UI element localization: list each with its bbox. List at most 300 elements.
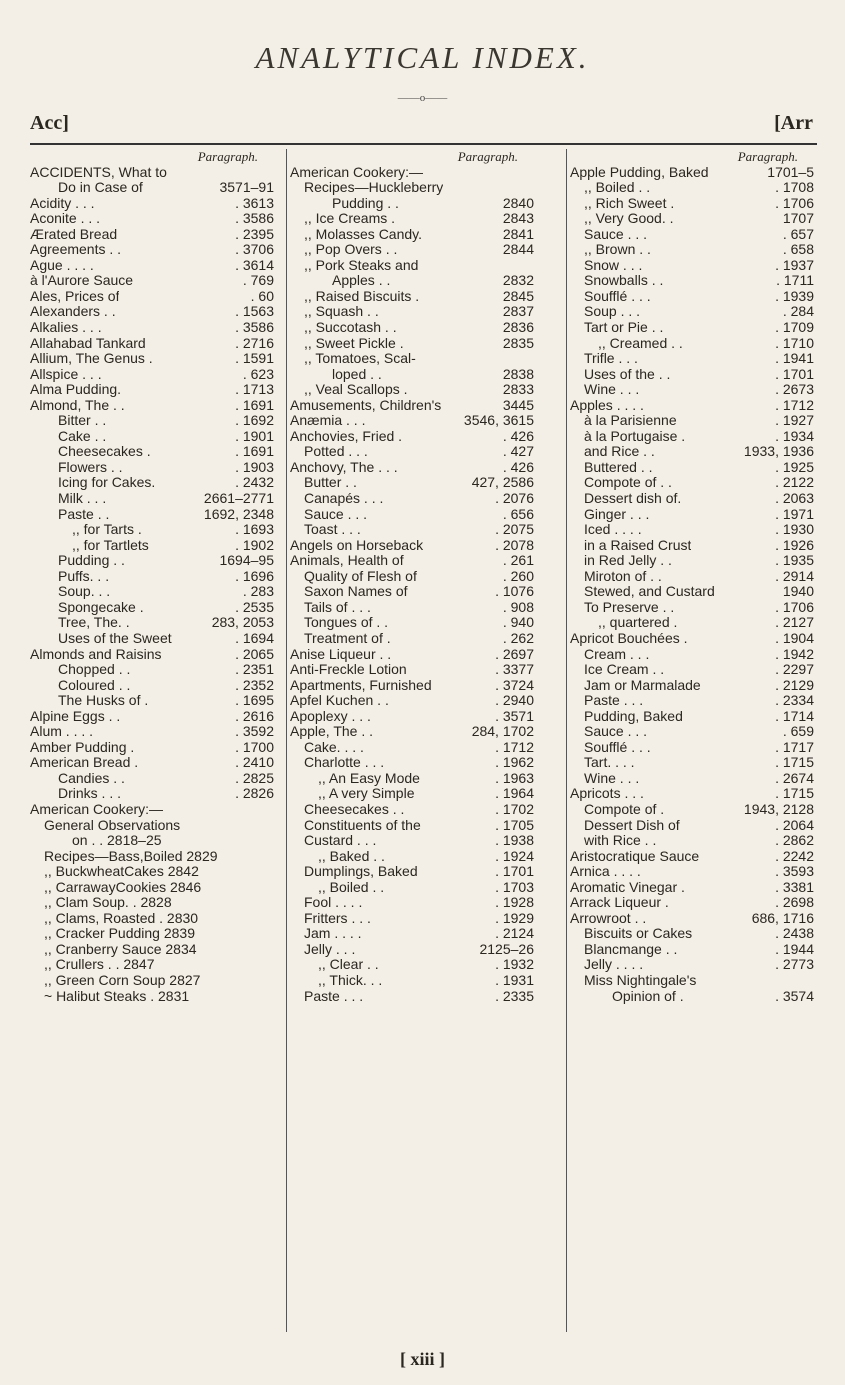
index-entry [30,724,280,740]
entry-paragraph-number: . 1710 [775,334,814,351]
index-entry [570,522,820,538]
entry-paragraph-number: . 1703 [495,878,534,895]
entry-term: Apricot Bouchées . [570,630,688,646]
entry-term: Paste . . . [584,693,644,709]
entry-paragraph-number [274,880,280,896]
entry-term: and Rice . . [584,444,655,460]
index-entry [570,584,820,600]
index-entry [290,475,540,491]
index-entry [30,196,280,212]
index-entry [570,211,820,227]
entry-paragraph-number: 2843 [502,210,534,227]
index-entry [570,600,820,616]
entry-paragraph-number: . 659 [782,723,814,740]
entry-term: Snowballs . . [584,273,664,289]
entry-term: Blancmange . . [584,941,678,957]
entry-term: ,, Baked . . [318,848,385,864]
entry-paragraph-number: . 260 [502,567,534,584]
entry-paragraph-number: . 2535 [235,598,274,615]
index-entry [290,553,540,569]
entry-paragraph-number: . 1705 [495,816,534,833]
index-entry [30,957,280,973]
entry-paragraph-number: . 2334 [775,692,814,709]
entry-term: Jelly . . . [304,941,356,957]
entry-term: Paste . . [58,506,110,522]
entry-term: Allspice . . . [30,366,102,382]
index-entry [290,584,540,600]
entry-term: Jam or Marmalade [584,677,701,693]
entry-paragraph-number: . 3586 [235,210,274,227]
index-entry [30,895,280,911]
index-entry [290,304,540,320]
entry-term: loped . . [332,366,382,382]
entry-paragraph-number: . 1702 [495,800,534,817]
entry-paragraph-number: 1692, 2348 [203,505,274,522]
paragraph-label: Paragraph. [197,149,258,164]
index-entry [290,398,540,414]
index-entry [570,273,820,289]
entry-paragraph-number: 3571–91 [219,179,274,196]
entry-term: Alum . . . . [30,724,94,740]
entry-term: ,, for Tartlets [72,537,149,553]
entry-term: Compote of . [584,801,665,817]
index-entry [30,849,280,865]
entry-paragraph-number: . 2351 [235,661,274,678]
entry-paragraph-number: . 2697 [495,645,534,662]
index-entry [290,460,540,476]
index-entry [290,926,540,942]
entry-paragraph-number: . 2432 [235,474,274,491]
entry-term: Biscuits or Cakes [584,926,693,942]
index-entry [30,413,280,429]
index-entry [570,196,820,212]
entry-paragraph-number [274,989,280,1005]
index-entry [570,367,820,383]
paragraph-label: Paragraph. [457,149,518,164]
entry-paragraph-number: . 1930 [775,521,814,538]
entry-paragraph-number [274,864,280,880]
page-title: ANALYTICAL INDEX. [255,40,590,75]
entry-term: Tart. . . . [584,755,635,771]
entry-paragraph-number: . 1701 [775,365,814,382]
entry-paragraph-number: . 426 [502,458,534,475]
entry-term: Milk . . . [58,491,107,507]
entry-term: à la Portugaise . [584,428,686,444]
entry-term: Quality of Flesh of [304,568,417,584]
index-entry [30,973,280,989]
entry-term: Butter . . [304,475,357,491]
entry-paragraph-number [274,911,280,927]
entry-paragraph-number: . 1929 [495,909,534,926]
entry-paragraph-number: 3546, 3615 [463,412,534,429]
index-entry [290,724,540,740]
entry-paragraph-number [534,180,540,196]
entry-term: Cheesecakes . . [304,801,405,817]
entry-paragraph-number: . 1712 [775,396,814,413]
entry-term: Aristocratique Sauce [570,848,700,864]
index-entry [30,553,280,569]
entry-paragraph-number: . 1717 [775,738,814,755]
entry-paragraph-number: . 3586 [235,319,274,336]
index-entry [570,413,820,429]
entry-paragraph-number: . 2076 [495,490,534,507]
entry-paragraph-number: . 657 [782,225,814,242]
index-entry [570,429,820,445]
entry-paragraph-number: . 940 [502,614,534,631]
index-entry [290,802,540,818]
entry-term: in Red Jelly . . [584,553,672,569]
entry-paragraph-number: . 1941 [775,350,814,367]
entry-paragraph-number: . 261 [502,552,534,569]
entry-paragraph-number: 2836 [502,319,534,336]
entry-paragraph-number: . 1076 [495,583,534,600]
index-entry [290,242,540,258]
index-entry [290,880,540,896]
entry-term: Anise Liqueur . . [290,646,392,662]
entry-term: ,, Cranberry Sauce 2834 [44,941,197,957]
entry-paragraph-number: . 2064 [775,816,814,833]
index-entry [570,165,820,181]
index-entry [570,662,820,678]
entry-paragraph-number: . 1932 [495,956,534,973]
entry-term: ,, Tomatoes, Scal- [304,351,416,367]
entry-paragraph-number: . 3706 [235,241,274,258]
index-entry [30,507,280,523]
entry-term: Miss Nightingale's [584,972,697,988]
index-entry [30,942,280,958]
entry-term: Tails of . . . [304,599,371,615]
index-entry [30,538,280,554]
entry-term: Snow . . . [584,257,643,273]
entry-term: Candies . . [58,770,125,786]
entry-term: ,, Sweet Pickle . [304,335,404,351]
entry-term: ,, Succotash . . [304,320,397,336]
entry-paragraph-number: 1707 [782,210,814,227]
entry-term: with Rice . . [584,833,657,849]
entry-paragraph-number: . 2335 [495,987,534,1004]
index-entry [30,336,280,352]
entry-term: ,, An Easy Mode [318,770,420,786]
index-entry [30,491,280,507]
entry-term: Treatment of . [304,630,391,646]
entry-paragraph-number: . 1938 [495,832,534,849]
entry-paragraph-number: . 3574 [775,987,814,1004]
entry-paragraph-number [274,833,280,849]
index-entry [30,522,280,538]
entry-paragraph-number: . 908 [502,598,534,615]
index-entry [290,320,540,336]
entry-paragraph-number [274,165,280,181]
entry-paragraph-number [274,895,280,911]
running-header-right: [Arr [774,112,813,134]
entry-term: Buttered . . [584,459,653,475]
index-entry [30,351,280,367]
entry-paragraph-number: . 1902 [235,536,274,553]
entry-term: To Preserve . . [584,599,675,615]
index-entry [570,647,820,663]
entry-term: ,, Rich Sweet . [584,195,675,211]
entry-paragraph-number [274,818,280,834]
index-entry [290,957,540,973]
index-entry [570,771,820,787]
entry-term: Sauce . . . [304,506,368,522]
entry-term: Potted . . . [304,444,368,460]
index-entry [570,242,820,258]
entry-term: à l'Aurore Sauce [30,273,134,289]
entry-term: Opinion of . [612,988,684,1004]
entry-paragraph-number: . 1691 [235,396,274,413]
entry-term: ,, Clear . . [318,957,379,973]
entry-term: Cheesecakes . [58,444,151,460]
index-entry [30,429,280,445]
entry-term: ,, Clam Soup. . 2828 [44,895,172,911]
entry-paragraph-number: 427, 2586 [471,474,534,491]
entry-paragraph-number: . 1903 [235,458,274,475]
index-entry [290,227,540,243]
index-entry [30,304,280,320]
entry-paragraph-number: 2833 [502,381,534,398]
entry-term: Arrowroot . . [570,910,647,926]
index-entry [30,584,280,600]
index-entry [290,273,540,289]
index-entry [570,180,820,196]
entry-term: on . . 2818–25 [72,833,162,849]
entry-term: American Cookery:— [290,164,424,180]
index-entry [570,538,820,554]
entry-paragraph-number: 1701–5 [767,163,814,180]
entry-term: Animals, Health of [290,553,404,569]
index-entry [570,615,820,631]
entry-paragraph-number: . 3593 [775,863,814,880]
entry-paragraph-number: . 1692 [235,412,274,429]
entry-term: ,, CarrawayCookies 2846 [44,879,202,895]
entry-paragraph-number: . 1927 [775,412,814,429]
entry-paragraph-number [274,942,280,958]
index-entry [570,289,820,305]
entry-paragraph-number: 2835 [502,334,534,351]
entry-paragraph-number: . 2129 [775,676,814,693]
entry-term: Soup. . . [58,584,111,600]
entry-term: ,, Clams, Roasted . 2830 [44,910,199,926]
entry-term: Tart or Pie . . [584,320,664,336]
index-entry [570,678,820,694]
entry-term: Wine . . . [584,382,640,398]
index-entry [290,647,540,663]
entry-term: Allium, The Genus . [30,351,153,367]
entry-paragraph-number [274,973,280,989]
entry-paragraph-number [534,258,540,274]
entry-paragraph-number: . 1715 [775,754,814,771]
entry-paragraph-number: 2838 [502,365,534,382]
index-entry [290,444,540,460]
index-entry [30,755,280,771]
entry-term: Spongecake . [58,599,144,615]
entry-term: Ice Cream . . [584,662,665,678]
entry-paragraph-number: . 2063 [775,490,814,507]
title-ornament: ——o—— [397,92,448,104]
index-entry [30,678,280,694]
index-entry [30,818,280,834]
entry-paragraph-number: . 1904 [775,629,814,646]
index-entry [570,569,820,585]
index-entry [570,444,820,460]
entry-paragraph-number: . 2826 [235,785,274,802]
index-entry [570,693,820,709]
entry-paragraph-number: 1940 [782,583,814,600]
index-entry [290,678,540,694]
entry-term: Anchovy, The . . . [290,459,398,475]
entry-term: à la Parisienne [584,413,677,429]
entry-paragraph-number: . 3571 [495,707,534,724]
entry-paragraph-number: . 1925 [775,458,814,475]
index-entry [290,771,540,787]
entry-paragraph-number: . 2075 [495,521,534,538]
index-entry [30,989,280,1005]
paragraph-label: Paragraph. [737,149,798,164]
entry-paragraph-number: . 1934 [775,427,814,444]
entry-paragraph-number: . 283 [242,583,274,600]
entry-paragraph-number: . 2616 [235,707,274,724]
entry-term: Aconite . . . [30,211,101,227]
index-entry [30,382,280,398]
entry-term: Apple Pudding, Baked [570,164,709,180]
index-entry [290,755,540,771]
index-entry [30,242,280,258]
entry-term: General Observations [44,817,181,833]
entry-term: Puffs. . . [58,568,110,584]
entry-paragraph-number: . 1939 [775,287,814,304]
entry-term: Constituents of the [304,817,421,833]
entry-paragraph-number: . 1708 [775,179,814,196]
index-entry [570,880,820,896]
index-entry [290,709,540,725]
index-entry [570,802,820,818]
entry-term: Pudding . . [332,195,399,211]
index-entry [290,165,540,181]
entry-paragraph-number: . 658 [782,241,814,258]
entry-paragraph-number: . 3724 [495,676,534,693]
index-entry [570,382,820,398]
page-number: [ xiii ] [400,1349,445,1369]
entry-term: Fool . . . . [304,895,363,911]
index-entry [30,709,280,725]
index-entry [30,444,280,460]
entry-term: Pudding, Baked [584,708,683,724]
entry-paragraph-number: . 2297 [775,661,814,678]
entry-paragraph-number: . 2438 [775,925,814,942]
entry-term: ,, for Tarts . [72,522,142,538]
entry-paragraph-number: . 1901 [235,427,274,444]
entry-paragraph-number: . 1693 [235,521,274,538]
entry-paragraph-number: 686, 1716 [751,909,814,926]
entry-term: Acidity . . . [30,195,95,211]
entry-term: Paste . . . [304,988,364,1004]
index-entry [290,631,540,647]
entry-term: Recipes—Huckleberry [304,180,444,196]
entry-term: Alexanders . . [30,304,116,320]
entry-paragraph-number [274,849,280,865]
entry-paragraph-number: 283, 2053 [211,614,274,631]
entry-paragraph-number: . 2862 [775,832,814,849]
index-entry [570,724,820,740]
entry-paragraph-number: . 2698 [775,894,814,911]
index-entry [570,553,820,569]
entry-term: Jelly . . . . [584,957,644,973]
entry-paragraph-number: . 1696 [235,567,274,584]
entry-term: Apfel Kuchen . . [290,693,389,709]
index-entry [290,942,540,958]
index-entry [30,367,280,383]
entry-paragraph-number: 284, 1702 [471,723,534,740]
index-entry [290,491,540,507]
index-entry [290,740,540,756]
index-entry [30,320,280,336]
index-entry [290,382,540,398]
index-entry [570,507,820,523]
entry-paragraph-number: . 2122 [775,474,814,491]
entry-term: Soufflé . . . [584,288,651,304]
entry-term: ,, Pop Overs . . [304,242,398,258]
index-entry [290,196,540,212]
entry-paragraph-number: 3445 [502,396,534,413]
entry-term: Canapés . . . [304,491,384,507]
entry-term: Ales, Prices of [30,288,120,304]
index-entry [290,615,540,631]
index-entry [290,662,540,678]
entry-paragraph-number: . 1563 [235,303,274,320]
entry-term: Cream . . . [584,646,650,662]
entry-paragraph-number: . 3613 [235,194,274,211]
entry-term: ACCIDENTS, What to [30,164,167,180]
index-entry [570,336,820,352]
entry-paragraph-number: . 656 [502,505,534,522]
entry-term: Soufflé . . . [584,739,651,755]
index-entry [570,755,820,771]
index-entry [30,911,280,927]
index-entry [30,165,280,181]
entry-paragraph-number: . 1700 [235,738,274,755]
index-entry [290,600,540,616]
index-entry [570,957,820,973]
entry-term: Arnica . . . . [570,864,641,880]
entry-paragraph-number: . 2352 [235,676,274,693]
index-entry [30,211,280,227]
index-entry [290,507,540,523]
entry-paragraph-number: 1943, 2128 [743,800,814,817]
index-entry [570,818,820,834]
index-entry [570,740,820,756]
entry-term: ,, Boiled . . [584,180,651,196]
index-entry [30,786,280,802]
entry-paragraph-number [534,165,540,181]
entry-term: ,, Cracker Pudding 2839 [44,926,195,942]
index-entry [570,864,820,880]
entry-paragraph-number: 2845 [502,287,534,304]
entry-term: Jam . . . . [304,926,362,942]
entry-paragraph-number: . 1935 [775,552,814,569]
entry-paragraph-number [814,973,820,989]
entry-term: Ginger . . . [584,506,650,522]
entry-paragraph-number: . 623 [242,365,274,382]
entry-paragraph-number: . 2395 [235,225,274,242]
entry-term: ,, Green Corn Soup 2827 [44,972,201,988]
entry-term: ,, Boiled . . [318,879,385,895]
entry-paragraph-number: . 1695 [235,692,274,709]
entry-term: Fritters . . . [304,910,371,926]
index-entry [30,180,280,196]
index-entry [570,833,820,849]
index-column-1 [30,149,280,1332]
